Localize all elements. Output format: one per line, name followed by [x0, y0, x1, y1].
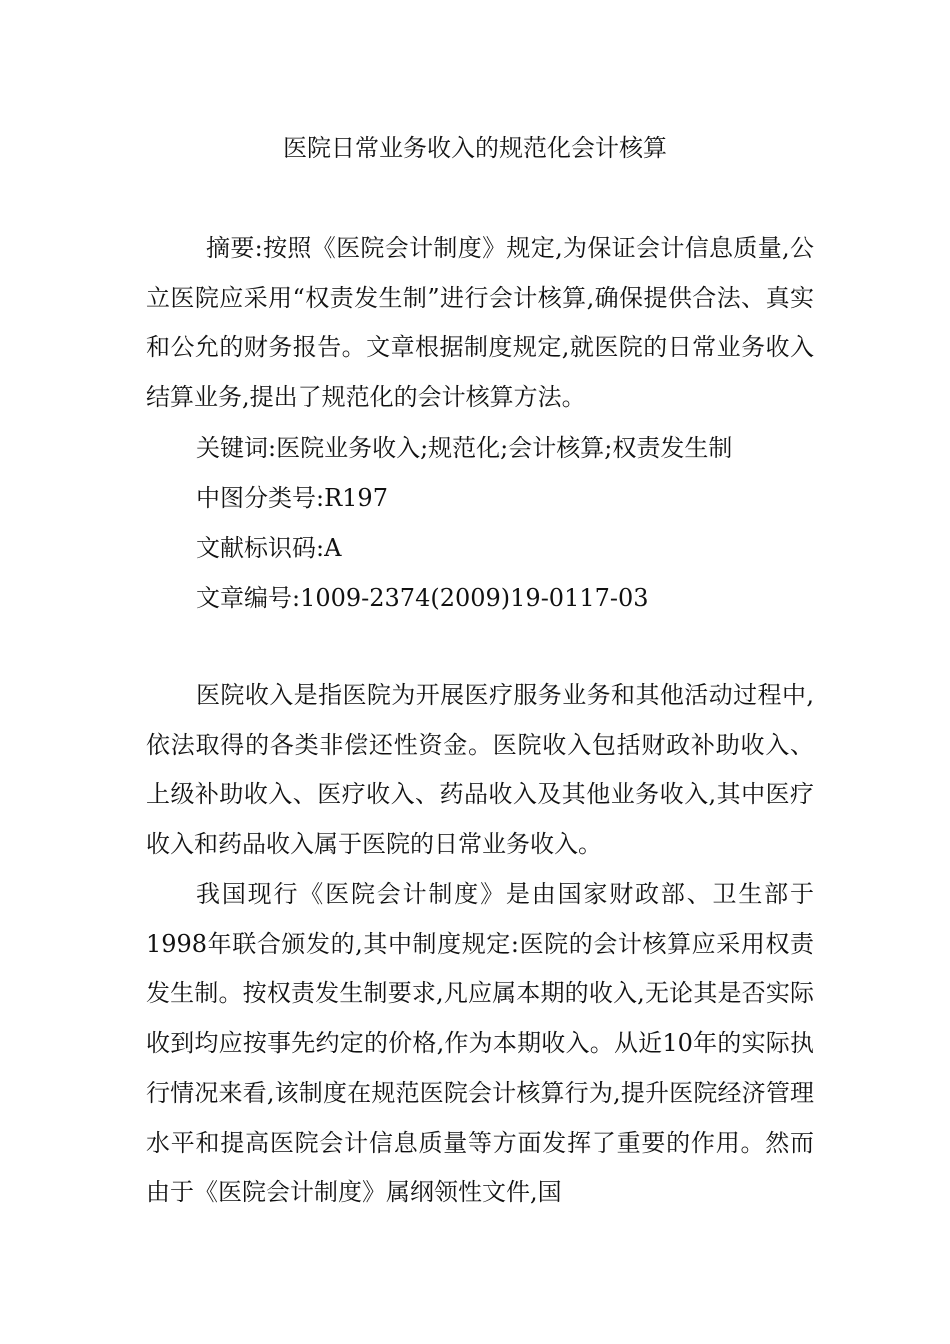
document-title: 医院日常业务收入的规范化会计核算 [283, 134, 667, 162]
clc-number-line: 中图分类号:R197 [196, 484, 388, 512]
body-paragraph-2: 我国现行《医院会计制度》是由国家财政部、卫生部于1998年联合颁发的,其中制度规定:医院的会计核算应采用权责发生制。按权责发生制要求,凡应属本期的收入,无论其是否实际收到均应按事先约定的价格,作为本期收入。从近10年的实际执行情况来看,该制度在规范医院会计核算行为,提升医院经济管理水平和提高医院会计信息质量等方面发挥了重要的作用。然而由于《医院会计制度》属纲领性文件,国 [146, 880, 814, 1207]
keywords-line: 关键词:医院业务收入;规范化;会计核算;权责发生制 [196, 434, 733, 462]
body-paragraph-1: 医院收入是指医院为开展医疗服务业务和其他活动过程中,依法取得的各类非偿还性资金。医院收入包括财政补助收入、上级补助收入、医疗收入、药品收入及其他业务收入,其中医疗收入和药品收入属于医院的日常业务收入。 [146, 681, 814, 859]
document-code-line: 文献标识码:A [196, 534, 342, 562]
article-number-line: 文章编号:1009-2374(2009)19-0117-03 [196, 584, 649, 612]
abstract-paragraph: 摘要:按照《医院会计制度》规定,为保证会计信息质量,公立医院应采用“权责发生制”进行会计核算,确保提供合法、真实和公允的财务报告。文章根据制度规定,就医院的日常业务收入结算业务,提出了规范化的会计核算方法。 [146, 234, 814, 412]
